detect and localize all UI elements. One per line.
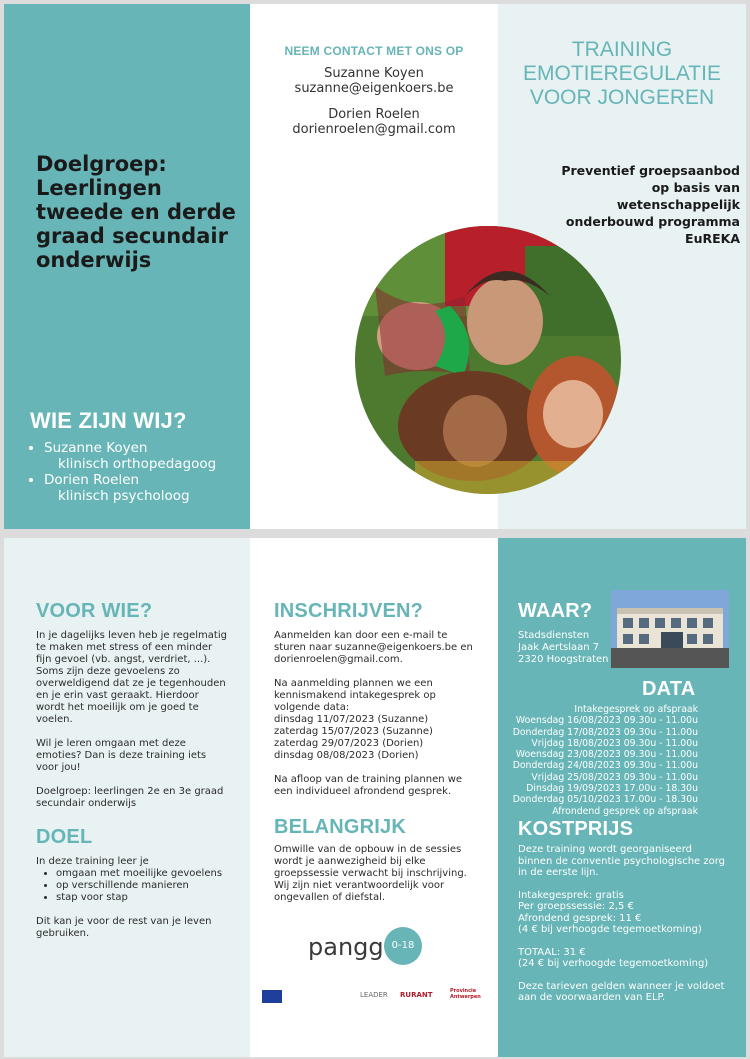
page1-left-panel [4, 4, 250, 529]
address [518, 630, 618, 666]
paragraph: Dit kan je voor de rest van je leven gebruiken. [36, 916, 212, 939]
belangrijk-text: Omwille van de opbouw in de sessies wordt je aanwezigheid bij elke groepssessie verwacht bij inschrijving. Wij zijn niet verantwoordelijk voor ongevallen of diefstal. [274, 844, 467, 903]
paragraph: Deze training wordt georganiseerd binnen de conventie psychologische zorg in de eerste lijn. [518, 844, 726, 878]
paragraph: Doelgroep: leerlingen 2e en 3e graad secundair onderwijs [36, 786, 224, 809]
page2-left-panel [4, 538, 250, 1057]
list-item: • stap voor stap [56, 892, 230, 904]
building-photo [611, 590, 729, 668]
subtitle-line: onderbouwd programma [565, 214, 740, 229]
page2-middle-panel [250, 538, 498, 1057]
youth-group-photo [355, 226, 621, 494]
contact-email[interactable]: suzanne@eigenkoers.be [294, 81, 454, 96]
member-name: Dorien Roelen [44, 472, 140, 488]
date-line: Intakegesprek op afspraak [574, 704, 698, 715]
data-heading: DATA [642, 678, 696, 700]
doelgroep-heading: Doelgroep: Leerlingen tweede en derde graad secundair onderwijs [36, 152, 236, 272]
member-role: klinisch orthopedagoog [58, 456, 217, 472]
training-title [498, 38, 746, 110]
doel-heading: DOEL [36, 826, 93, 848]
date-line: Donderdag 05/10/2023 17.00u - 18.30u [512, 794, 698, 806]
rurant-logo: RURANT [400, 991, 433, 999]
title-line: TRAINING [571, 38, 673, 61]
date-line: Donderdag 17/08/2023 09.30u - 11.00u [512, 726, 698, 738]
contact-heading: NEEM CONTACT MET ONS OP [284, 44, 464, 58]
member-name: Suzanne Koyen [44, 440, 148, 456]
provincie-antwerpen-logo: Provincie Antwerpen [450, 988, 481, 1000]
total-line: TOTAAL: 31 € [518, 946, 586, 958]
title-line: VOOR JONGEREN [529, 86, 715, 109]
team-list [24, 440, 274, 504]
kostprijs-text [518, 844, 728, 1004]
total-line: (24 € bij verhoogde tegemoetkoming) [518, 958, 709, 969]
paragraph: Wil je leren omgaan met deze emoties? Dan is deze training iets voor jou! [36, 738, 207, 773]
subtitle-line: op basis van [651, 180, 740, 195]
date-line: Woensdag 16/08/2023 09.30u - 11.00u [515, 715, 698, 727]
subtitle-line: EuREKA [685, 231, 740, 246]
team-member [44, 440, 274, 472]
price-line: Per groepssessie: 2,5 € [518, 901, 634, 912]
eu-flag-icon [262, 990, 282, 1003]
date-line: Donderdag 24/08/2023 09.30u - 11.00u [512, 760, 698, 772]
date-line: Afrondend gesprek op afspraak [552, 805, 698, 817]
list-item: • op verschillende manieren [56, 880, 230, 892]
contact-name: Dorien Roelen [328, 107, 420, 122]
team-member [44, 472, 274, 504]
contact-name: Suzanne Koyen [324, 66, 424, 81]
page2-right-panel [498, 538, 746, 1057]
price-line: (4 € bij verhoogde tegemoetkoming) [518, 924, 702, 935]
date-line: dinsdag 11/07/2023 (Suzanne) [274, 714, 429, 725]
paragraph: Aanmelden kan door een e-mail te sturen naar suzanne@eigenkoers.be en dorienroelen@gmail.com. [274, 630, 473, 665]
voor-wie-text [36, 630, 230, 810]
paragraph: Na afloop van de training plannen we een individueel afrondend gesprek. [274, 774, 463, 797]
pangg-logo [306, 927, 426, 967]
inschrijven-heading: INSCHRIJVEN? [274, 600, 424, 622]
address-line: 2320 Hoogstraten [518, 654, 609, 665]
address-line: Stadsdiensten [518, 630, 590, 641]
date-line: zaterdag 15/07/2023 (Suzanne) [274, 726, 433, 737]
leader-logo: LEADER [360, 991, 388, 999]
kostprijs-heading: KOSTPRIJS [518, 818, 634, 840]
wie-zijn-wij-heading: WIE ZIJN WIJ? [30, 408, 187, 433]
date-line: zaterdag 29/07/2023 (Dorien) [274, 738, 424, 749]
funder-logos [260, 986, 492, 1010]
date-line: Vrijdag 18/08/2023 09.30u - 11.00u [531, 737, 698, 749]
belangrijk-heading: BELANGRIJK [274, 816, 407, 838]
date-line: Woensdag 23/08/2023 09.30u - 11.00u [515, 749, 698, 761]
date-line: Vrijdag 25/08/2023 09.30u - 11.00u [531, 771, 698, 783]
pangg-badge: 0-18 [384, 927, 422, 965]
pangg-wordmark: pangg [308, 933, 384, 961]
subtitle-line: Preventief groepsaanbod [561, 163, 740, 178]
contact-email[interactable]: dorienroelen@gmail.com [292, 122, 456, 137]
title-line: EMOTIEREGULATIE [523, 62, 721, 85]
member-role: klinisch psycholoog [58, 488, 190, 504]
paragraph: In je dagelijks leven heb je regelmatig te maken met stress of een minder fijn gevoel (vb. angst, verdriet, ...). Soms zijn deze gevoelens zo overweldigend dat ze je tegenhouden en je erin vast geraakt. Hierdoor wordt het moeilijk om je goed te voelen. [36, 630, 227, 725]
list-item: • omgaan met moeilijke gevoelens [56, 868, 230, 880]
subtitle-line: wetenschappelijk [616, 197, 740, 212]
waar-heading: WAAR? [518, 600, 593, 622]
paragraph: Deze tarieven gelden wanneer je voldoet aan de voorwaarden van ELP. [518, 980, 725, 1003]
doel-text [36, 856, 230, 940]
inschrijven-text [274, 630, 474, 798]
price-line: Afrondend gesprek: 11 € [518, 912, 642, 924]
address-line: Jaak Aertslaan 7 [518, 642, 600, 653]
date-line: dinsdag 08/08/2023 (Dorien) [274, 750, 419, 761]
paragraph: Na aanmelding plannen we een kennismakend intakegesprek op volgende data: [274, 678, 436, 713]
price-line: Intakegesprek: gratis [518, 889, 624, 901]
session-dates [506, 704, 698, 817]
voor-wie-heading: VOOR WIE? [36, 600, 153, 622]
paragraph: In deze training leer je [36, 856, 149, 867]
date-line: Dinsdag 19/09/2023 17.00u - 18.30u [526, 783, 698, 795]
